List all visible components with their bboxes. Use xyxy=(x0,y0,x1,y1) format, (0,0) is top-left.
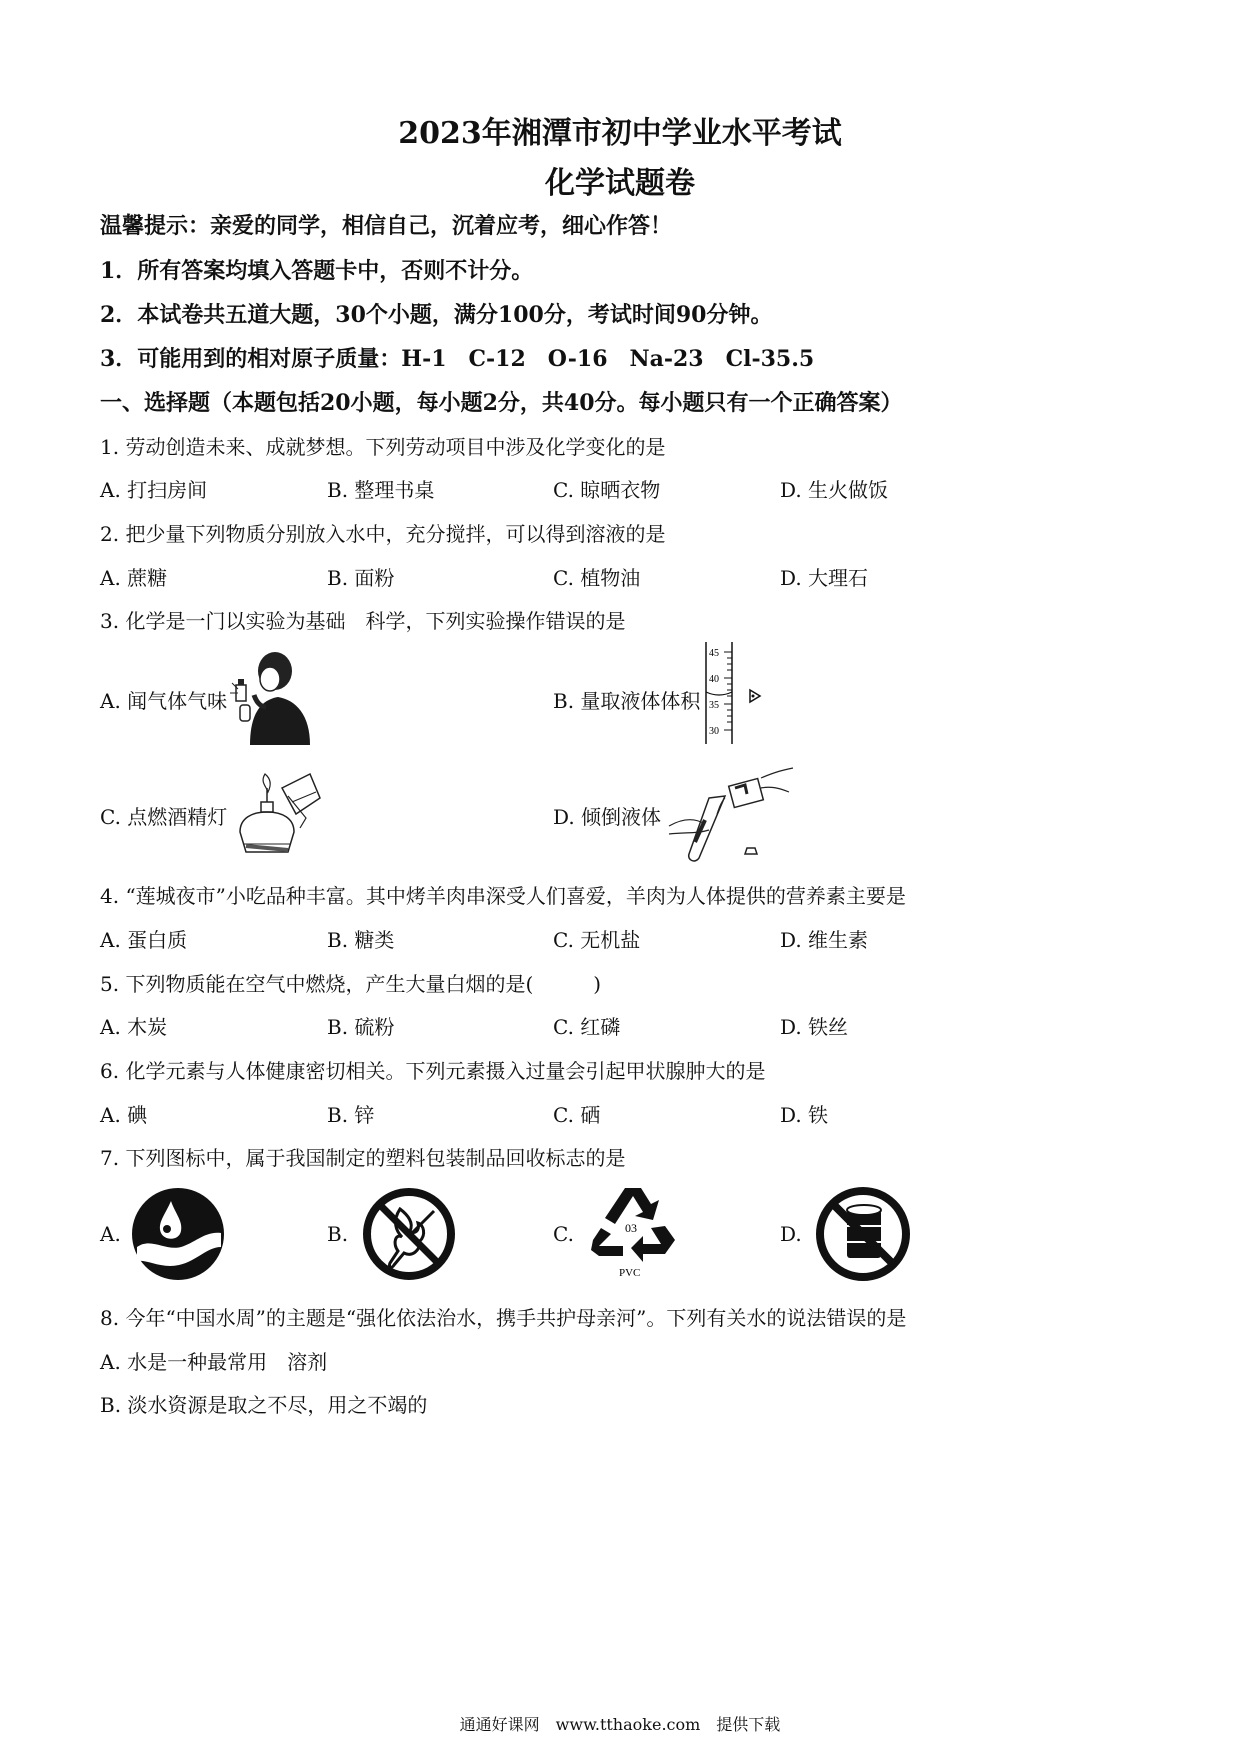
question-5-option-a: A. 木炭 xyxy=(100,1015,168,1039)
question-7-option-a: A. xyxy=(100,1222,121,1246)
notice-rule-2: 2．本试卷共五道大题，30个小题，满分100分，考试时间90分钟。 xyxy=(100,302,773,328)
question-2-option-d: D. 大理石 xyxy=(780,566,869,590)
question-1-stem: 1. 劳动创造未来、成就梦想。下列劳动项目中涉及化学变化的是 xyxy=(100,435,666,459)
cylinder-tick-45: 45 xyxy=(709,648,719,659)
water-drop-sign-icon xyxy=(131,1187,225,1281)
question-8-option-b: B. 淡水资源是取之不尽，用之不竭的 xyxy=(100,1393,428,1417)
no-fire-sign-icon xyxy=(362,1187,456,1281)
question-1-option-a: A. 打扫房间 xyxy=(100,478,208,502)
question-7-option-d: D. xyxy=(780,1222,802,1246)
cylinder-tick-30: 30 xyxy=(709,726,719,737)
page-subtitle: 化学试题卷 xyxy=(545,166,695,201)
question-7-stem: 7. 下列图标中，属于我国制定的塑料包装制品回收标志的是 xyxy=(100,1146,626,1170)
question-4-option-d: D. 维生素 xyxy=(780,928,869,952)
section-heading: 一、选择题（本题包括20小题，每小题2分，共40分。每小题只有一个正确答案） xyxy=(100,390,903,416)
pouring-liquid-icon xyxy=(665,768,795,864)
question-6-option-d: D. 铁 xyxy=(780,1103,829,1127)
question-2-option-a: A. 蔗糖 xyxy=(100,566,168,590)
question-3-stem: 3. 化学是一门以实验为基础 科学，下列实验操作错误的是 xyxy=(100,609,626,633)
question-8-option-a: A. 水是一种最常用 溶剂 xyxy=(100,1350,328,1374)
question-3-option-c: C. 点燃酒精灯 xyxy=(100,805,228,829)
question-2-stem: 2. 把少量下列物质分别放入水中，充分搅拌，可以得到溶液的是 xyxy=(100,522,666,546)
graduated-cylinder-icon xyxy=(700,640,770,746)
question-1-option-d: D. 生火做饭 xyxy=(780,478,889,502)
question-3-option-b: B. 量取液体体积 xyxy=(553,689,701,713)
question-6-option-a: A. 碘 xyxy=(100,1103,148,1127)
question-5-stem: 5. 下列物质能在空气中燃烧，产生大量白烟的是( ) xyxy=(100,972,602,996)
alcohol-lamp-icon xyxy=(232,768,327,858)
recycle-label: PVC xyxy=(619,1267,641,1279)
question-6-option-b: B. 锌 xyxy=(327,1103,375,1127)
question-6-stem: 6. 化学元素与人体健康密切相关。下列元素摄入过量会引起甲状腺肿大的是 xyxy=(100,1059,766,1083)
question-8-stem: 8. 今年“中国水周”的主题是“强化依法治水，携手共护母亲河”。下列有关水的说法错误的是 xyxy=(100,1306,907,1330)
no-oil-drum-sign-icon xyxy=(815,1186,911,1282)
question-4-option-a: A. 蛋白质 xyxy=(100,928,188,952)
question-5-option-d: D. 铁丝 xyxy=(780,1015,849,1039)
recycle-code: 03 xyxy=(625,1221,637,1235)
question-5-option-c: C. 红磷 xyxy=(553,1015,621,1039)
question-1-option-c: C. 晾晒衣物 xyxy=(553,478,661,502)
question-2-option-b: B. 面粉 xyxy=(327,566,395,590)
question-6-option-c: C. 硒 xyxy=(553,1103,601,1127)
cylinder-tick-40: 40 xyxy=(709,674,719,685)
question-5-option-b: B. 硫粉 xyxy=(327,1015,395,1039)
recycle-triangle-icon xyxy=(585,1180,681,1280)
question-1-option-b: B. 整理书桌 xyxy=(327,478,435,502)
question-4-option-c: C. 无机盐 xyxy=(553,928,641,952)
question-7-option-b: B. xyxy=(327,1222,349,1246)
cylinder-tick-35: 35 xyxy=(709,700,719,711)
notice-rule-3: 3．可能用到的相对原子质量：H-1 C-12 O-16 Na-23 Cl-35.5 xyxy=(100,346,815,372)
page-footer: 通通好课网 www.tthaoke.com 提供下载 xyxy=(459,1715,781,1734)
question-4-option-b: B. 糖类 xyxy=(327,928,395,952)
question-3-option-a: A. 闻气体气味 xyxy=(100,689,228,713)
question-2-option-c: C. 植物油 xyxy=(553,566,641,590)
notice-rule-1: 1．所有答案均填入答题卡中，否则不计分。 xyxy=(100,258,534,284)
person-smelling-bottle-icon xyxy=(230,645,315,745)
question-3-option-d: D. 倾倒液体 xyxy=(553,805,662,829)
question-4-stem: 4. “莲城夜市”小吃品种丰富。其中烤羊肉串深受人们喜爱，羊肉为人体提供的营养素主要是 xyxy=(100,884,906,908)
notice-tip: 温馨提示：亲爱的同学，相信自己，沉着应考，细心作答！ xyxy=(100,213,673,239)
page-title: 2023年湘潭市初中学业水平考试 xyxy=(398,116,842,151)
question-7-option-c: C. xyxy=(553,1222,574,1246)
